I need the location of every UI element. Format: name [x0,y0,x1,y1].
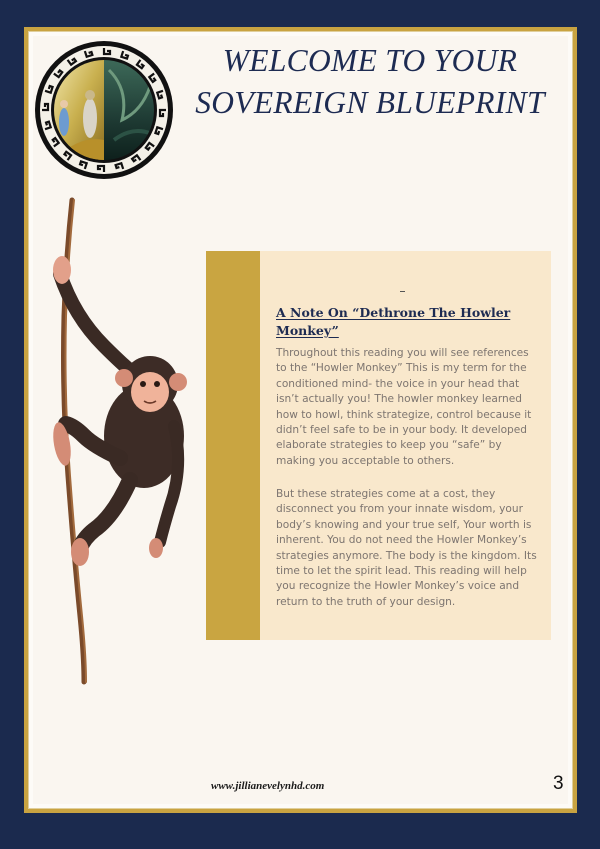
monkey-illustration [44,196,204,686]
title-line-1: WELCOME TO YOUR [222,43,518,78]
footer-website-link[interactable]: www.jillianevelynhd.com [211,780,325,792]
page-title [186,40,554,124]
note-accent-stripe [206,251,260,640]
note-paragraph-1: Throughout this reading you will see references to the “Howler Monkey” This is my term for the conditioned mind- the voice in your head that isn’t actually you! The howler monkey learned how to howl, think strategize, control because it didn’t feel safe to be in your body. It developed elaborate strategies to keep you “safe” by making you acceptable to others. [276,347,532,467]
divider [400,291,405,292]
title-line-2: SOVEREIGN BLUEPRINT [195,85,545,120]
greek-key-seal-image [34,40,174,180]
page-number: 3 [553,773,564,794]
note-paragraph-2: But these strategies come at a cost, they disconnect you from your innate wisdom, your body’s knowing and your true self, Your worth is inherent. You do not need the Howler Monkey’s strategies anymore. The body is the kingdom. Its time to let the spirit lead. This reading will help you recognize the Howler Monkey’s voice and return to the truth of your design. [276,488,537,608]
note-box [206,251,551,640]
note-heading: A Note On “Dethrone The Howler Monkey” [276,305,511,338]
